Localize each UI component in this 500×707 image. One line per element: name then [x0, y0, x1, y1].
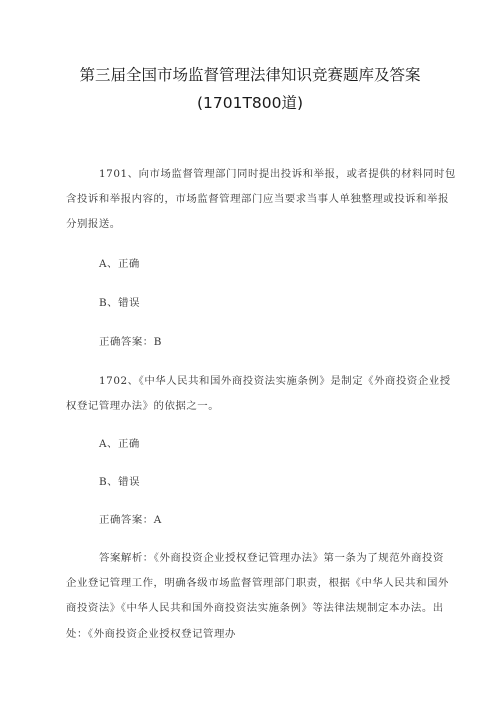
question-1702-explanation-line4: 处：《外商投资企业授权登记管理办: [66, 628, 236, 640]
question-1702-text-line2: 权登记管理办法》的依据之一。: [66, 400, 220, 412]
question-1701-text-line1: 1701、向市场监督管理部门同时提出投诉和举报，或者提供的材料同时包: [99, 168, 456, 180]
question-1702-answer: 正确答案：A: [99, 514, 162, 526]
question-1702-option-b: B、错误: [99, 476, 141, 488]
question-1702-text-line1: 1702、《中华人民共和国外商投资法实施条例》是制定《外商投资企业授: [99, 375, 451, 387]
question-1701-text-line3: 分别报送。: [66, 218, 121, 230]
question-1701-answer: 正确答案：B: [99, 336, 162, 348]
question-1701-option-a: A、正确: [99, 258, 140, 270]
question-1702-explanation-line3: 商投资法》《中华人民共和国外商投资法实施条例》等法律法规制定本办法。出: [66, 602, 444, 614]
question-1702-explanation-line2: 企业登记管理工作，明确各级市场监督管理部门职责，根据《中华人民共和国外: [66, 577, 449, 589]
document-subtitle: (1701T800道): [196, 94, 304, 112]
question-1702-explanation-line1: 答案解析：《外商投资企业授权登记管理办法》第一条为了规范外商投资: [99, 552, 444, 564]
document-title: 第三届全国市场监督管理法律知识竞赛题库及答案: [79, 66, 421, 84]
question-1701-option-b: B、错误: [99, 297, 141, 309]
question-1701-text-line2: 含投诉和举报内容的，市场监督管理部门应当要求当事人单独整理或投诉和举报: [66, 193, 449, 205]
question-1702-option-a: A、正确: [99, 438, 140, 450]
